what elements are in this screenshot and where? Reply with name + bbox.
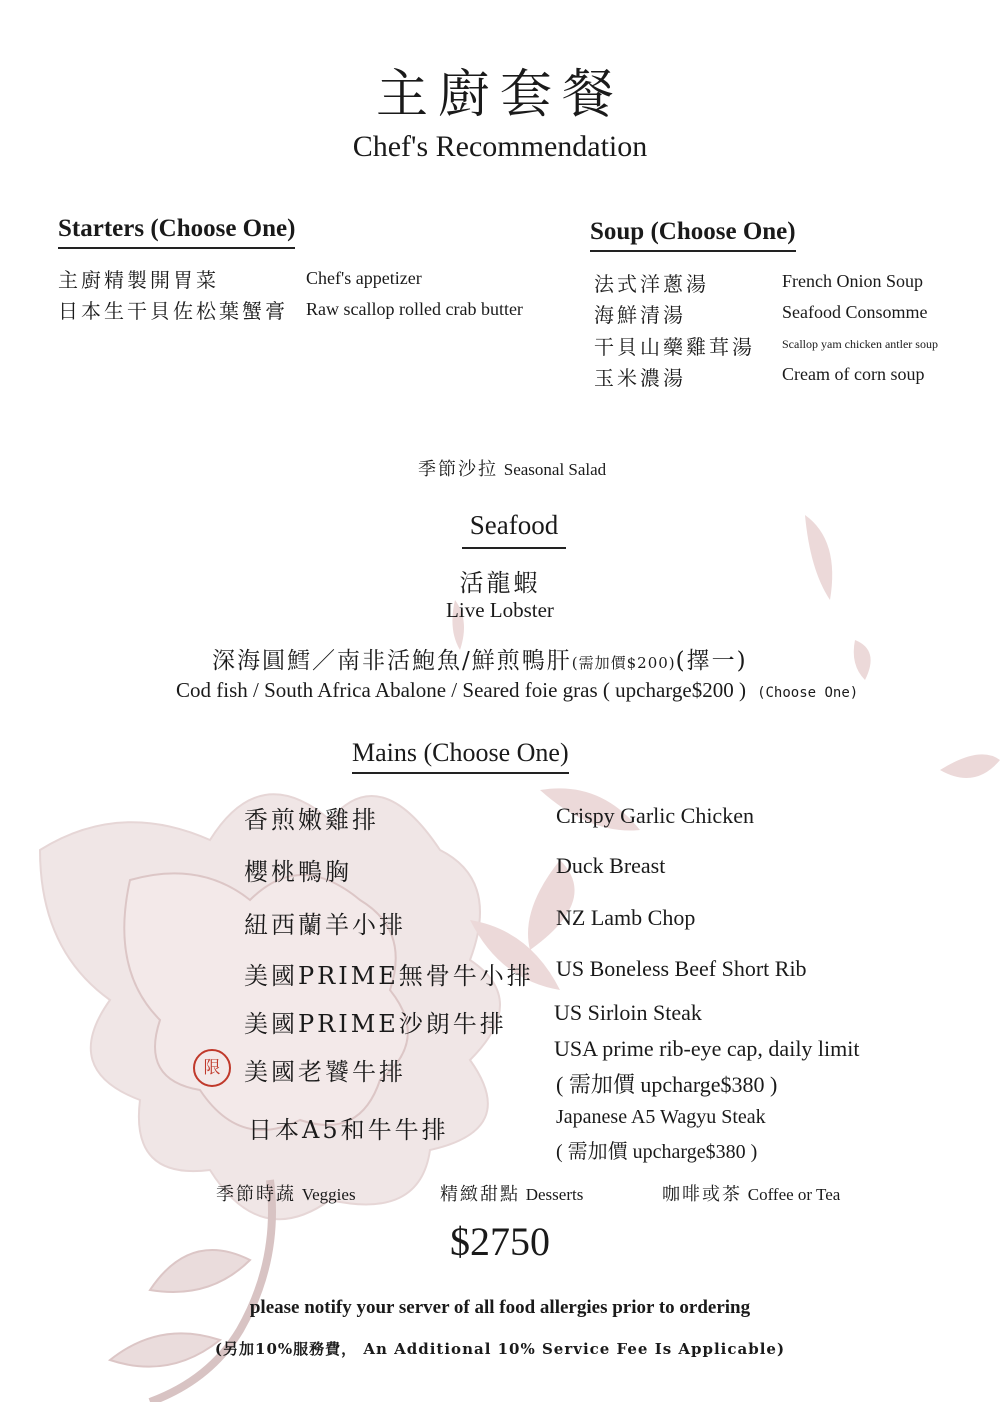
salad-en: Seasonal Salad [503, 460, 607, 479]
side-item [440, 1180, 583, 1206]
side-item-zh: 精緻甜點 [440, 1184, 520, 1205]
main-item-en: US Sirloin Steak [554, 1000, 702, 1025]
main-item-surcharge: ( 需加價 upcharge$380 ) [556, 1072, 778, 1097]
main-item-zh: 櫻桃鴨胸 [244, 858, 352, 886]
seafood-choice-en: Cod fish / South Africa Abalone / Seared foie gras ( upcharge$200 ) [176, 678, 746, 702]
main-item-zh: 美國PRIME無骨牛小排 [244, 962, 534, 990]
starter-item-zh: 日本生干貝佐松葉蟹膏 [58, 299, 288, 323]
seafood-choice-en-line [176, 678, 858, 703]
side-item-zh: 咖啡或茶 [662, 1184, 742, 1205]
soup-item-en: Seafood Consomme [782, 302, 928, 322]
seafood-item-zh: 活龍蝦 [459, 569, 541, 597]
soup-item-en: Cream of corn soup [782, 364, 925, 384]
page-subtitle: Chef's Recommendation [352, 130, 648, 163]
seafood-surcharge-zh: (需加價$200) [571, 654, 676, 672]
allergy-note: please notify your server of all food allergies prior to ordering [249, 1297, 751, 1318]
seafood-choice-zh-line [212, 642, 748, 675]
soup-item-zh: 海鮮清湯 [594, 303, 686, 327]
main-item-zh: 美國PRIME沙朗牛排 [244, 1010, 507, 1038]
starters-heading: Starters (Choose One) [58, 215, 295, 249]
main-item-zh: 紐西蘭羊小排 [244, 911, 406, 939]
main-item-zh: 日本A5和牛牛排 [248, 1116, 449, 1144]
seafood-item-en: Live Lobster [446, 598, 554, 622]
seafood-pick-zh: (擇一) [675, 648, 748, 674]
main-item-en: NZ Lamb Chop [556, 905, 696, 930]
starter-item-en: Raw scallop rolled crab butter [306, 299, 523, 319]
soup-item-zh: 法式洋蔥湯 [594, 272, 709, 296]
soup-heading: Soup (Choose One) [590, 218, 796, 252]
salad-line [418, 455, 606, 481]
main-item-zh: 香煎嫩雞排 [244, 806, 379, 834]
main-item-en: USA prime rib-eye cap, daily limit [554, 1036, 860, 1061]
main-item-en: Duck Breast [556, 853, 666, 878]
page-title: 主廚套餐 [375, 65, 624, 125]
main-item-en: Crispy Garlic Chicken [556, 803, 754, 828]
main-item-en: US Boneless Beef Short Rib [556, 956, 807, 981]
side-item-zh: 季節時蔬 [216, 1184, 296, 1205]
service-fee-note: (另加10%服務費， An Additional 10% Service Fee Is Applicable) [214, 1340, 786, 1358]
side-item-en: Desserts [525, 1185, 584, 1204]
soup-item-en: Scallop yam chicken antler soup [782, 337, 938, 351]
starter-item-en: Chef's appetizer [306, 268, 422, 288]
starter-item-zh: 主廚精製開胃菜 [58, 268, 219, 292]
limited-stamp: 限 [193, 1049, 231, 1087]
soup-item-en: French Onion Soup [782, 271, 923, 291]
main-item-en: Japanese A5 Wagyu Steak [556, 1106, 766, 1128]
side-item-en: Coffee or Tea [747, 1185, 841, 1204]
main-item-zh: 美國老饕牛排 [244, 1058, 406, 1086]
price: $2750 [450, 1219, 550, 1264]
soup-item-zh: 玉米濃湯 [594, 366, 686, 390]
seafood-pick-en: (Choose One) [757, 685, 859, 701]
mains-heading: Mains (Choose One) [352, 738, 569, 774]
soup-item-zh: 干貝山藥雞茸湯 [594, 335, 755, 359]
seafood-choice-zh: 深海圓鱈／南非活鮑魚/鮮煎鴨肝 [212, 648, 572, 674]
seafood-heading: Seafood [462, 510, 566, 549]
salad-zh: 季節沙拉 [418, 459, 498, 480]
main-item-surcharge: ( 需加價 upcharge$380 ) [556, 1141, 758, 1163]
side-item [216, 1180, 356, 1206]
side-item [662, 1180, 840, 1206]
side-item-en: Veggies [301, 1185, 356, 1204]
